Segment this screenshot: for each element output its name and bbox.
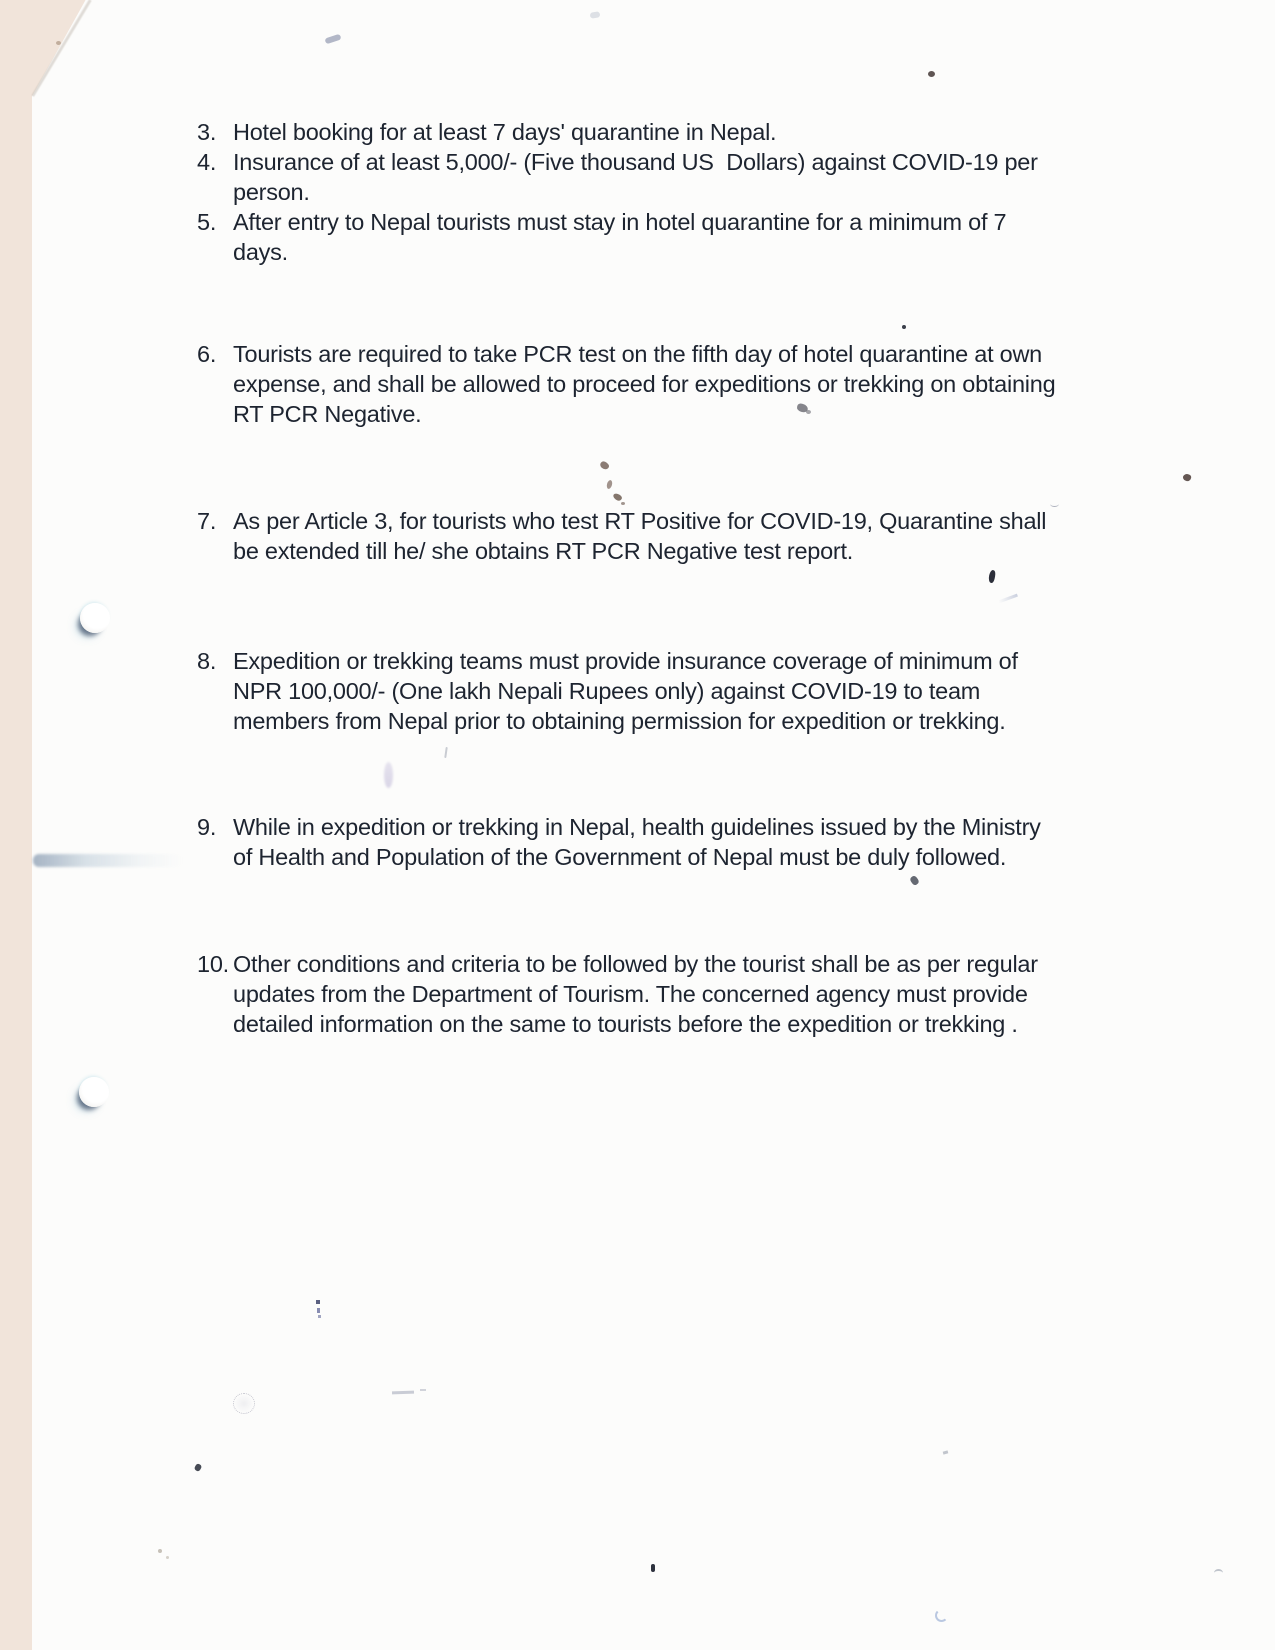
list-item: [197, 147, 1038, 207]
ink-speck: [194, 1463, 203, 1472]
ink-trail-blob: [599, 460, 610, 471]
list-item-line: Expedition or trekking teams must provide insurance coverage of minimum of: [233, 648, 1018, 674]
list-item-number: 6.: [197, 341, 217, 367]
paper-speck: [166, 1556, 169, 1559]
list-item-line: Hotel booking for at least 7 days' quarantine in Nepal.: [233, 119, 777, 145]
ink-trail-blob: [606, 480, 613, 490]
ink-smudge: [384, 762, 393, 788]
list-item-line: updates from the Department of Tourism. The concerned agency must provide: [233, 981, 1028, 1007]
list-item-line: Other conditions and criteria to be followed by the tourist shall be as per regular: [233, 951, 1038, 977]
ink-trail-blob: [612, 492, 623, 502]
list-item: [197, 117, 776, 147]
ink-accent-mark: [909, 875, 920, 886]
list-item-line: person.: [233, 179, 310, 205]
ink-speck: [943, 1450, 949, 1454]
paper-speck: [158, 1549, 162, 1553]
list-item-line: members from Nepal prior to obtaining permission for expedition or trekking.: [233, 708, 1006, 734]
pencil-dash: [392, 1391, 414, 1395]
ink-squiggle: [1050, 501, 1059, 507]
list-item: [197, 339, 1055, 429]
list-item-line: expense, and shall be allowed to proceed for expeditions or trekking on obtaining: [233, 371, 1056, 397]
list-item: [197, 812, 1041, 872]
list-item-number: 7.: [197, 508, 217, 534]
ink-trail-blob: [621, 502, 625, 505]
list-item: [197, 207, 1006, 267]
ink-curl: [1214, 1569, 1223, 1577]
list-item: [197, 646, 1018, 736]
list-item-line: As per Article 3, for tourists who test RT Positive for COVID-19, Quarantine shall: [233, 508, 1047, 534]
pencil-dash: [420, 1389, 426, 1391]
ink-apostrophe-mark: [988, 570, 997, 584]
list-item-line: detailed information on the same to tourists before the expedition or trekking .: [233, 1011, 1018, 1037]
scanner-backing-strip: [0, 0, 32, 1650]
list-item-line: days.: [233, 239, 288, 265]
pencil-scribble: [998, 594, 1018, 604]
list-item-number: 9.: [197, 814, 217, 840]
ink-speck: [317, 1308, 320, 1313]
page-fold-corner: [0, 0, 92, 96]
ink-speck: [651, 1564, 655, 1572]
ink-speck: [316, 1300, 320, 1304]
list-item-number: 5.: [197, 209, 217, 235]
ink-smudge: [324, 34, 341, 45]
list-item-number: 8.: [197, 648, 217, 674]
stamp-rosette: [233, 1393, 255, 1414]
list-item: [197, 506, 1046, 566]
ink-speck: [1182, 473, 1192, 482]
list-item-line: be extended till he/ she obtains RT PCR Negative test report.: [233, 538, 854, 564]
punch-hole: [80, 603, 110, 633]
list-item-line: After entry to Nepal tourists must stay in hotel quarantine for a minimum of 7: [233, 209, 1007, 235]
list-item-line: of Health and Population of the Government of Nepal must be duly followed.: [233, 844, 1007, 870]
ink-speck: [444, 747, 448, 758]
list-item-line: RT PCR Negative.: [233, 401, 422, 427]
ink-smudge: [590, 11, 601, 19]
list-item-number: 4.: [197, 149, 217, 175]
ink-speck: [928, 71, 935, 77]
scan-smear: [33, 854, 183, 867]
ink-speck: [318, 1315, 321, 1318]
list-item-line: Tourists are required to take PCR test on the fifth day of hotel quarantine at own: [233, 341, 1042, 367]
list-item-line: Insurance of at least 5,000/- (Five thousand US Dollars) against COVID-19 per: [233, 149, 1038, 175]
ink-speck: [902, 325, 906, 329]
ink-curl: [935, 1609, 948, 1622]
list-item: [197, 949, 1038, 1039]
list-item-number: 10.: [197, 951, 229, 977]
punch-hole: [79, 1077, 109, 1107]
list-item-line: NPR 100,000/- (One lakh Nepali Rupees only) against COVID-19 to team: [233, 678, 981, 704]
list-item-number: 3.: [197, 119, 217, 145]
list-item-line: While in expedition or trekking in Nepal, health guidelines issued by the Ministry: [233, 814, 1041, 840]
